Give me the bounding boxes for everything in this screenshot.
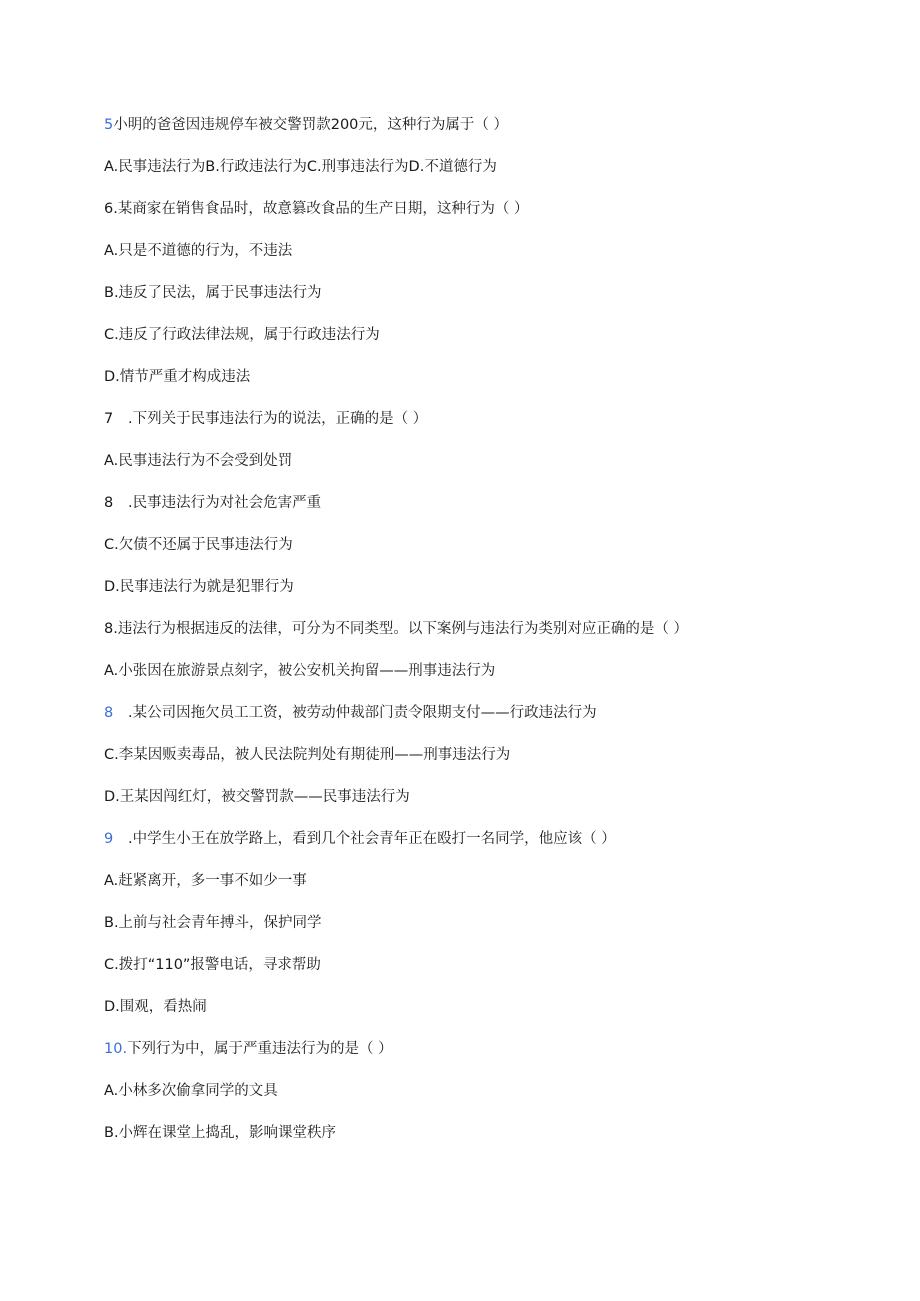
question-number: 7 bbox=[104, 411, 114, 427]
line-text: D.王某因闯红灯，被交警罚款——民事违法行为 bbox=[104, 789, 410, 805]
question-8-option-c bbox=[104, 744, 510, 766]
question-10-option-b bbox=[104, 1122, 336, 1144]
question-7-option-b bbox=[104, 492, 321, 514]
question-9-stem bbox=[104, 828, 616, 850]
line-text: D.围观，看热闹 bbox=[104, 999, 207, 1015]
line-text: D.情节严重才构成违法 bbox=[104, 369, 251, 385]
question-9-option-c bbox=[104, 954, 321, 976]
line-text: .下列关于民事违法行为的说法，正确的是（ ） bbox=[128, 411, 428, 427]
line-text: D.民事违法行为就是犯罪行为 bbox=[104, 579, 294, 595]
question-7-option-d bbox=[104, 576, 294, 598]
question-number: 8 bbox=[104, 495, 114, 511]
question-9-option-d bbox=[104, 996, 207, 1018]
line-text: A.民事违法行为B.行政违法行为C.刑事违法行为D.不道德行为 bbox=[104, 159, 497, 175]
question-number: 9 bbox=[104, 831, 114, 847]
question-10-stem bbox=[104, 1038, 393, 1060]
question-5-stem bbox=[104, 114, 508, 136]
line-text: B.上前与社会青年搏斗，保护同学 bbox=[104, 915, 322, 931]
line-text: A.赶紧离开，多一事不如少一事 bbox=[104, 873, 307, 889]
line-text: C.违反了行政法律法规，属于行政违法行为 bbox=[104, 327, 380, 343]
question-6-stem bbox=[104, 198, 528, 220]
question-6-option-a bbox=[104, 240, 292, 262]
line-text: 小明的爸爸因违规停车被交警罚款200元，这种行为属于（ ） bbox=[113, 117, 509, 133]
line-text: 下列行为中，属于严重违法行为的是（ ） bbox=[127, 1041, 393, 1057]
line-text: A.民事违法行为不会受到处罚 bbox=[104, 453, 293, 469]
line-text: 8.违法行为根据违反的法律，可分为不同类型。以下案例与违法行为类别对应正确的是（ ） bbox=[104, 621, 688, 637]
question-9-option-a bbox=[104, 870, 307, 892]
question-8-option-a bbox=[104, 660, 495, 682]
question-8-option-d bbox=[104, 786, 410, 808]
question-5-options bbox=[104, 156, 497, 178]
question-6-option-c bbox=[104, 324, 380, 346]
line-text: A.小张因在旅游景点刻字，被公安机关拘留——刑事违法行为 bbox=[104, 663, 496, 679]
line-text: .中学生小王在放学路上，看到几个社会青年正在殴打一名同学，他应该（ ） bbox=[128, 831, 616, 847]
line-text: A.只是不道德的行为，不违法 bbox=[104, 243, 293, 259]
question-8-option-b bbox=[104, 702, 597, 724]
question-7-option-c bbox=[104, 534, 293, 556]
line-text: B.小辉在课堂上捣乱，影响课堂秩序 bbox=[104, 1125, 337, 1141]
question-number: 8 bbox=[104, 705, 114, 721]
question-9-option-b bbox=[104, 912, 322, 934]
line-text: 6.某商家在销售食品时，故意篡改食品的生产日期，这种行为（ ） bbox=[104, 201, 529, 217]
question-8-stem bbox=[104, 618, 688, 640]
line-text: .某公司因拖欠员工工资，被劳动仲裁部门责令限期支付——行政违法行为 bbox=[128, 705, 597, 721]
line-text: C.欠债不还属于民事违法行为 bbox=[104, 537, 293, 553]
line-text: B.违反了民法，属于民事违法行为 bbox=[104, 285, 322, 301]
question-6-option-d bbox=[104, 366, 250, 388]
question-number: 10. bbox=[104, 1041, 128, 1057]
line-text: C.李某因贩卖毒品，被人民法院判处有期徒刑——刑事违法行为 bbox=[104, 747, 511, 763]
question-10-option-a bbox=[104, 1080, 278, 1102]
question-7-stem bbox=[104, 408, 427, 430]
question-6-option-b bbox=[104, 282, 322, 304]
question-7-option-a bbox=[104, 450, 292, 472]
line-text: C.拨打“110”报警电话，寻求帮助 bbox=[104, 957, 321, 973]
question-number: 5 bbox=[104, 117, 114, 133]
line-text: .民事违法行为对社会危害严重 bbox=[128, 495, 322, 511]
line-text: A.小林多次偷拿同学的文具 bbox=[104, 1083, 278, 1099]
